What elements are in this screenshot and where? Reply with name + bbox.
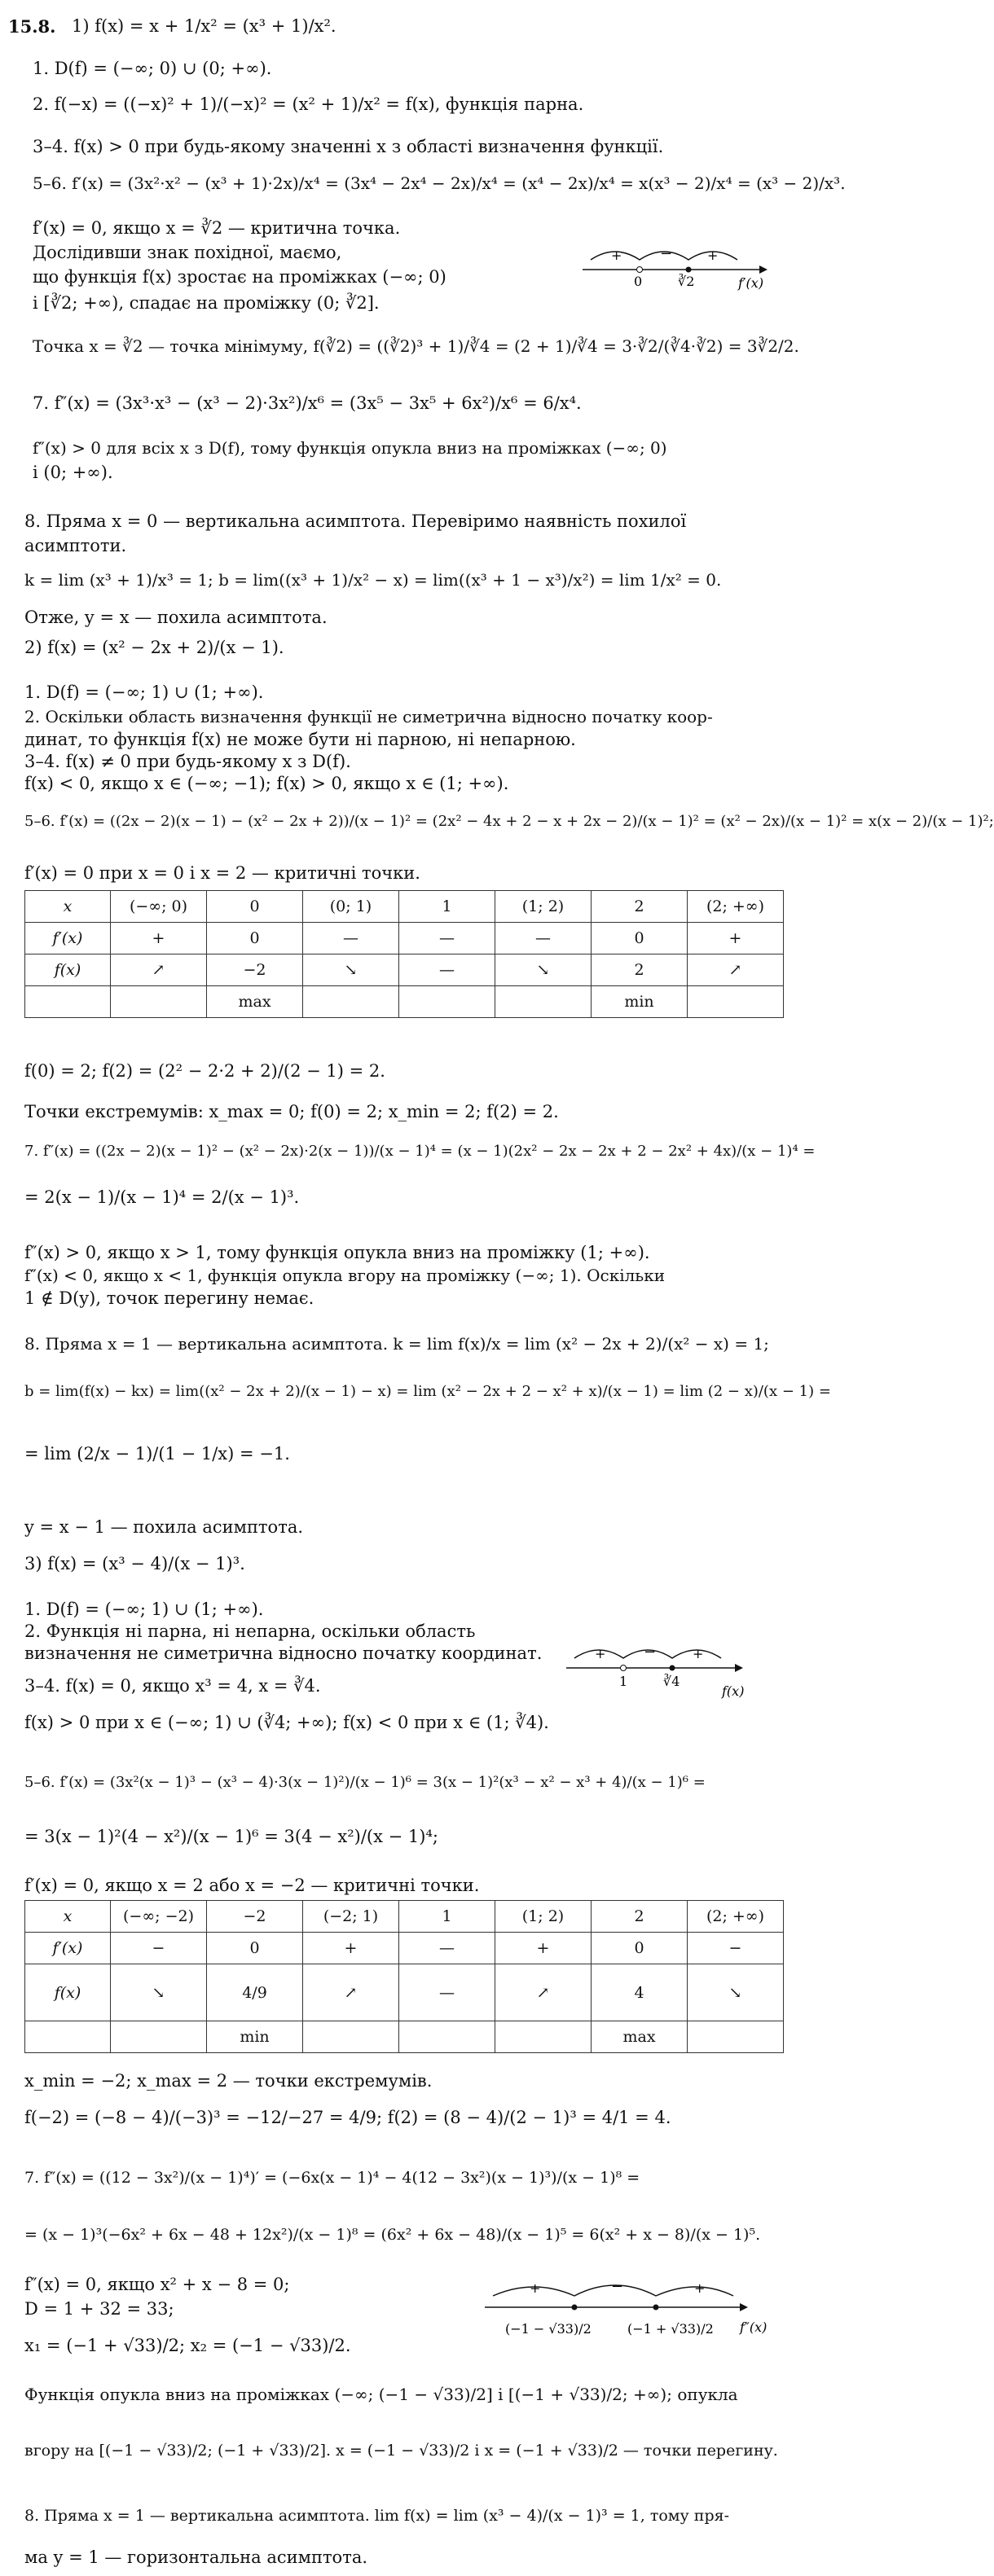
line-text: 2. Оскільки область визначення функції не симетрична відносно початку коор- (24, 707, 713, 726)
table-cell (688, 2021, 784, 2053)
line-text: 7. f″(x) = ((12 − 3x²)/(x − 1)⁴)′ = (−6x(x − 1)⁴ − 4(12 − 3x²)(x − 1)³)/(x − 1)⁸ = (24, 2169, 640, 2187)
line-text: 1 ∉ D(y), точок перегину немає. (24, 1288, 314, 1308)
table-cell (25, 986, 111, 1018)
table-cell: ↘ (495, 954, 592, 986)
table-cell (495, 986, 592, 1018)
line-text: 1) f(x) = x + 1/x² = (x³ + 1)/x². (72, 16, 336, 36)
line-text: = 2(x − 1)/(x − 1)⁴ = 2/(x − 1)³. (24, 1187, 300, 1207)
table-row (25, 891, 784, 923)
table-cell: 0 (207, 891, 303, 923)
table-cell: −2 (207, 954, 303, 986)
line-text: f″(x) > 0, якщо x > 1, тому функція опукла вниз на проміжку (1; +∞). (24, 1243, 650, 1262)
line-text: Точка x = ∛2 — точка мінімуму, f(∛2) = ((∛2)³ + 1)/∛4 = (2 + 1)/∛4 = 3·∛2/(∛4·∛2) = 3∛2/2. (33, 336, 799, 356)
point-1: 1 (619, 1674, 628, 1689)
table-cell: ↗ (111, 954, 207, 986)
line-text: що функція f(x) зростає на проміжках (−∞; 0) (33, 267, 446, 287)
table-cell: (−∞; −2) (111, 1901, 207, 1933)
line-text: f″(x) > 0 для всіх x з D(f), тому функція опукла вниз на проміжках (−∞; 0) (33, 438, 667, 458)
table-cell: — (495, 923, 592, 954)
sign-1: + (611, 248, 622, 263)
table-cell: 1 (399, 1901, 495, 1933)
table-cell (303, 2021, 399, 2053)
table-cell: ↗ (688, 954, 784, 986)
table-cell (495, 2021, 592, 2053)
sign-2: − (644, 1643, 657, 1661)
table-cell (399, 986, 495, 1018)
table-cell: 2 (592, 891, 688, 923)
table-cell: ↗ (495, 1964, 592, 2021)
line-text: b = lim(f(x) − kx) = lim((x² − 2x + 2)/(x − 1) − x) = lim (x² − 2x + 2 − x² + x)/(x − 1) = lim (2 − x)/(x − 1) = (24, 1383, 831, 1400)
sign-1: + (530, 2280, 541, 2296)
sign-diagram-fprime (578, 240, 782, 293)
line-text: 3–4. f(x) = 0, якщо x³ = 4, x = ∛4. (24, 1676, 321, 1696)
line-text: f(−2) = (−8 − 4)/(−3)³ = −12/−27 = 4/9; f(2) = (8 − 4)/(2 − 1)³ = 4/1 = 4. (24, 2108, 671, 2127)
line-text: k = lim (x³ + 1)/x³ = 1; b = lim((x³ + 1)/x² − x) = lim((x³ + 1 − x³)/x²) = lim 1/x² = 0. (24, 570, 722, 590)
table-cell: — (399, 1964, 495, 2021)
line-text: y = x − 1 — похила асимптота. (24, 1517, 304, 1537)
table-cell: 4/9 (207, 1964, 303, 2021)
line-text: f′(x) = 0, якщо x = ∛2 — критична точка. (33, 218, 401, 238)
line-text: 8. Пряма x = 1 — вертикальна асимптота. lim f(x) = lim (x³ − 4)/(x − 1)³ = 1, тому пря- (24, 2507, 730, 2525)
table-row (25, 954, 784, 986)
line-text: 2. f(−x) = ((−x)² + 1)/(−x)² = (x² + 1)/x² = f(x), функція парна. (33, 94, 584, 114)
line-text: 2. Функція ні парна, ні непарна, оскільки область (24, 1622, 476, 1641)
table-cell: 0 (207, 1933, 303, 1964)
line-text: f″(x) < 0, якщо x < 1, функція опукла вгору на проміжку (−∞; 1). Оскільки (24, 1266, 666, 1285)
table-cell: — (399, 954, 495, 986)
line-text: 1. D(f) = (−∞; 0) ∪ (0; +∞). (33, 59, 272, 78)
table-cell: + (303, 1933, 399, 1964)
sign-table-2 (24, 1900, 784, 2053)
table-cell: 1 (399, 891, 495, 923)
line-text: Отже, y = x — похила асимптота. (24, 608, 328, 627)
line-text: f′(x) = 0 при x = 0 і x = 2 — критичні точки. (24, 863, 420, 883)
line-text: ма y = 1 — горизонтальна асимптота. (24, 2547, 368, 2567)
table-cell: 0 (592, 923, 688, 954)
line-text: f(0) = 2; f(2) = (2² − 2·2 + 2)/(2 − 1) = 2. (24, 1061, 385, 1081)
table-cell: x (25, 1901, 111, 1933)
table-cell (25, 2021, 111, 2053)
line-text: 8. Пряма x = 1 — вертикальна асимптота. k = lim f(x)/x = lim (x² − 2x + 2)/(x² − x) = 1; (24, 1334, 769, 1354)
sign-3: + (694, 2280, 706, 2296)
table-cell (111, 986, 207, 1018)
table-cell: 0 (592, 1933, 688, 1964)
line-text: визначення не симетрична відносно початку координат. (24, 1643, 543, 1663)
line-text: D = 1 + 32 = 33; (24, 2299, 174, 2319)
table-row (25, 1933, 784, 1964)
table-cell: min (592, 986, 688, 1018)
line-text: f′(x) = 0, якщо x = 2 або x = −2 — критичні точки. (24, 1876, 480, 1895)
table-cell: f(x) (25, 1964, 111, 2021)
table-row (25, 1901, 784, 1933)
table-row (25, 986, 784, 1018)
table-row (25, 2021, 784, 2053)
table-cell: f(x) (25, 954, 111, 986)
table-cell: (1; 2) (495, 891, 592, 923)
table-cell: x (25, 891, 111, 923)
table-cell: −2 (207, 1901, 303, 1933)
table-cell: − (688, 1933, 784, 1964)
line-text: 5–6. f′(x) = (3x²·x² − (x³ + 1)·2x)/x⁴ = (3x⁴ − 2x⁴ − 2x)/x⁴ = (x⁴ − 2x)/x⁴ = x(x³ − 2)/x⁴ = (x³ − 2)/x³. (33, 173, 846, 193)
table-cell: + (495, 1933, 592, 1964)
table-cell: 2 (592, 954, 688, 986)
line-text: Точки екстремумів: x_max = 0; f(0) = 2; x_min = 2; f(2) = 2. (24, 1102, 559, 1121)
table-cell: ↘ (111, 1964, 207, 2021)
line-text: f″(x) = 0, якщо x² + x − 8 = 0; (24, 2275, 290, 2294)
table-cell: 2 (592, 1901, 688, 1933)
table-cell: ↗ (303, 1964, 399, 2021)
table-cell (399, 2021, 495, 2053)
table-cell: — (399, 1933, 495, 1964)
line-text: і [∛2; +∞), спадає на проміжку (0; ∛2]. (33, 293, 380, 313)
line-text: x₁ = (−1 + √33)/2; x₂ = (−1 − √33)/2. (24, 2336, 351, 2355)
line-text: асимптоти. (24, 536, 127, 555)
table-cell (111, 2021, 207, 2053)
table-cell: + (111, 923, 207, 954)
point-1: (−1 − √33)/2 (505, 2321, 592, 2337)
line-text: f(x) < 0, якщо x ∈ (−∞; −1); f(x) > 0, якщо x ∈ (1; +∞). (24, 774, 509, 793)
problem-number: 15.8. (8, 16, 56, 37)
table-cell: (−2; 1) (303, 1901, 399, 1933)
table-cell: − (111, 1933, 207, 1964)
line-text: Дослідивши знак похідної, маємо, (33, 243, 342, 262)
sign-3: + (707, 248, 719, 263)
line-text: 5–6. f′(x) = (3x²(x − 1)³ − (x³ − 4)·3(x − 1)²)/(x − 1)⁶ = 3(x − 1)²(x³ − x² − x³ + 4)/(x − 1)⁶ = (24, 1774, 706, 1791)
sign-diagram-fsecond (481, 2268, 782, 2366)
table-cell: max (207, 986, 303, 1018)
line-text: 1. D(f) = (−∞; 1) ∪ (1; +∞). (24, 1600, 264, 1619)
table-cell: max (592, 2021, 688, 2053)
sign-table-1 (24, 890, 784, 1018)
table-cell (688, 986, 784, 1018)
line-text: і (0; +∞). (33, 463, 113, 482)
diagram-label: f″(x) (740, 2319, 767, 2335)
line-text: = (x − 1)³(−6x² + 6x − 48 + 12x²)/(x − 1)⁸ = (6x² + 6x − 48)/(x − 1)⁵ = 6(x² + x − 8)/(x − 1)⁵. (24, 2226, 761, 2244)
line-text: f(x) > 0 при x ∈ (−∞; 1) ∪ (∛4; +∞); f(x) < 0 при x ∈ (1; ∛4). (24, 1713, 549, 1732)
table-cell: f′(x) (25, 923, 111, 954)
line-text: = 3(x − 1)²(4 − x²)/(x − 1)⁶ = 3(4 − x²)/(x − 1)⁴; (24, 1827, 438, 1846)
line-text: 7. f″(x) = ((2x − 2)(x − 1)² − (x² − 2x)·2(x − 1))/(x − 1)⁴ = (x − 1)(2x² − 2x − 2x + 2 − 2x² + 4x)/(x − 1)⁴ = (24, 1143, 816, 1160)
line-text: 3–4. f(x) ≠ 0 при будь-якому x з D(f). (24, 752, 351, 771)
point-1: 0 (634, 274, 643, 289)
line-text: динат, то функція f(x) не може бути ні парною, ні непарною. (24, 730, 576, 749)
table-cell: (2; +∞) (688, 1901, 784, 1933)
table-cell (303, 986, 399, 1018)
line-text: x_min = −2; x_max = 2 — точки екстремумів. (24, 2071, 433, 2091)
point-2: (−1 + √33)/2 (627, 2321, 714, 2337)
table-cell: — (399, 923, 495, 954)
line-text: 3) f(x) = (x³ − 4)/(x − 1)³. (24, 1554, 245, 1573)
sign-diagram-f (562, 1637, 774, 1702)
diagram-label: f(x) (722, 1683, 745, 1699)
table-row (25, 923, 784, 954)
line-text: 3–4. f(x) > 0 при будь-якому значенні x з області визначення функції. (33, 137, 664, 156)
table-cell: — (303, 923, 399, 954)
sign-2: − (611, 2278, 624, 2295)
diagram-label: f′(x) (738, 275, 764, 291)
table-row (25, 1964, 784, 2021)
line-text: 1. D(f) = (−∞; 1) ∪ (1; +∞). (24, 682, 264, 702)
table-cell: ↘ (688, 1964, 784, 2021)
table-cell: + (688, 923, 784, 954)
table-cell: (0; 1) (303, 891, 399, 923)
table-cell: f′(x) (25, 1933, 111, 1964)
sign-2: − (660, 245, 673, 262)
point-2: ∛2 (678, 274, 695, 289)
point-2: ∛4 (663, 1674, 680, 1689)
table-cell: ↘ (303, 954, 399, 986)
line-text: 7. f″(x) = (3x³·x³ − (x³ − 2)·3x²)/x⁶ = (3x⁵ − 3x⁵ + 6x²)/x⁶ = 6/x⁴. (33, 393, 582, 413)
line-text: 8. Пряма x = 0 — вертикальна асимптота. Перевіримо наявність похилої (24, 511, 687, 531)
table-cell: (2; +∞) (688, 891, 784, 923)
line-text: 5–6. f′(x) = ((2x − 2)(x − 1) − (x² − 2x + 2))/(x − 1)² = (2x² − 4x + 2 − x + 2x − 2)/(x − 1)² = (x² − 2x)/(x − 1)² = x(x − 2)/(x − 1)²; (24, 813, 994, 830)
line-text: = lim (2/x − 1)/(1 − 1/x) = −1. (24, 1444, 290, 1464)
line-text: 2) f(x) = (x² − 2x + 2)/(x − 1). (24, 638, 284, 657)
line-text: Функція опукла вниз на проміжках (−∞; (−1 − √33)/2] і [(−1 + √33)/2; +∞); опукла (24, 2385, 738, 2404)
line-text: вгору на [(−1 − √33)/2; (−1 + √33)/2]. x = (−1 − √33)/2 і x = (−1 + √33)/2 — точки перегину. (24, 2442, 778, 2460)
table-cell: (−∞; 0) (111, 891, 207, 923)
table-cell: min (207, 2021, 303, 2053)
sign-1: + (595, 1646, 606, 1661)
table-cell: 0 (207, 923, 303, 954)
table-cell: (1; 2) (495, 1901, 592, 1933)
table-cell: 4 (592, 1964, 688, 2021)
sign-3: + (693, 1646, 704, 1661)
